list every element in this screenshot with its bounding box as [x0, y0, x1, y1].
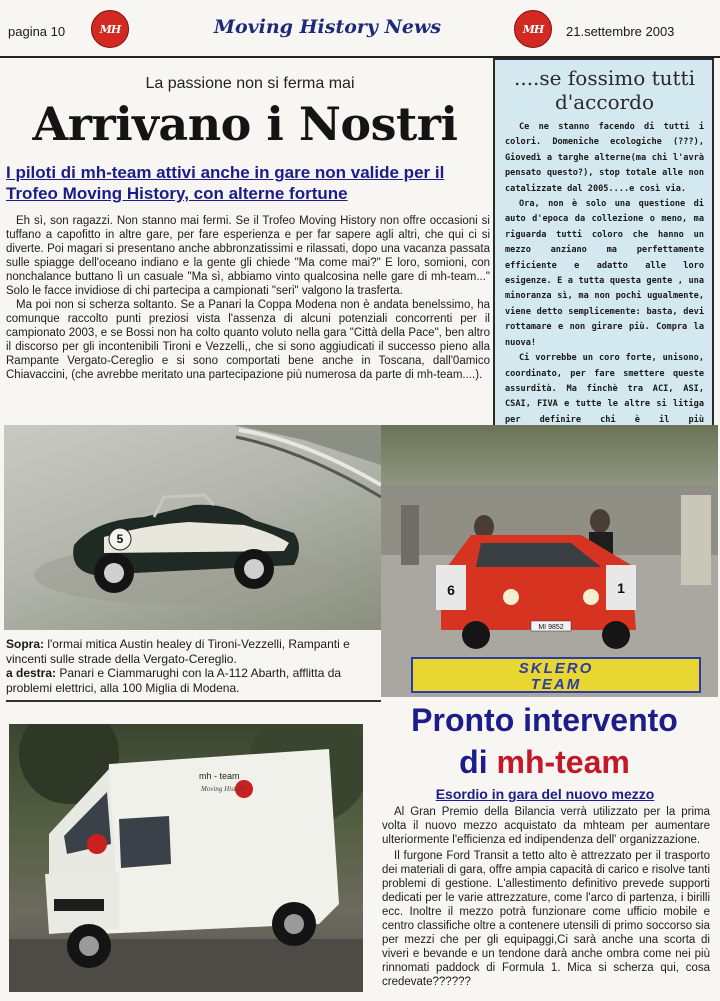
issue-date: 21.settembre 2003: [566, 24, 675, 39]
article-subhead: I piloti di mh-team attivi anche in gare non valide per il Trofeo Moving History, con alterne fortune: [6, 163, 445, 203]
sidebar-paragraph: Ce ne stanno facendo di tutti i colori. Domeniche ecologiche (???), Giovedì a targhe alterne(ma chi l'avrà pensato questo?), stop totale alle non catalizzate dal 2005....e così via.: [505, 122, 704, 194]
van-label: mh - team: [199, 771, 240, 781]
sklero-team-banner: [411, 657, 701, 693]
austin-healey-photo: [4, 425, 381, 630]
sidebar-title: ....se fossimo tutti d'accordo: [513, 66, 695, 114]
masthead-title: Moving History News: [213, 16, 442, 38]
caption-label: Sopra:: [6, 637, 45, 651]
photo-caption: [6, 637, 380, 695]
headline-accent: mh-team: [496, 744, 630, 780]
license-plate: MI 9852: [538, 624, 564, 631]
caption-text: l'ormai mitica Austin healey di Tironi-Vezzelli, Rampanti e vincenti sulle strade della Vergato-Cereglio.: [6, 637, 350, 666]
van-sublabel: Moving History: [201, 785, 246, 793]
page-number: pagina 10: [8, 24, 66, 39]
bottom-headline-line1: Pronto intervento: [411, 702, 678, 738]
caption-text: Panari e Ciammarughi con la A-112 Abarth, afflitta da problemi elettrici, alla 100 Miglia di Modena.: [6, 666, 342, 695]
race-number: 5: [116, 532, 124, 546]
article-headline: Arrivano i Nostri: [32, 97, 458, 151]
article-paragraph: Eh sì, son ragazzi. Non stanno mai fermi. Se il Trofeo Moving History non offre occasioni si tuffano a capofitto in altre gare, per fare esperienza e per far sapere agli altri, che qui ci si diverte. Poi magari si presentano anche abbronzatissimi e rilassati, dopo una vacanza passata sulle spiagge dell'oceano indiano e la gente gli chiede "Ma come mai?" E loro, somioni, con nonchalance buttano lì un casuale "Ma sì, abbiamo vinto qualcosina nelle gare di mh-team..." Solo le facce invidiose di chi partecipa a campionati "seri" valgono la trasferta.: [6, 215, 490, 297]
bottom-subhead: Esordio in gara del nuovo mezzo: [435, 786, 655, 802]
mh-logo-right: [514, 10, 552, 48]
banner-line: TEAM: [530, 676, 582, 693]
logo-text: MH: [99, 22, 121, 36]
headline-prefix: di: [459, 744, 488, 780]
article-kicker: La passione non si ferma mai: [145, 75, 355, 92]
caption-label: a destra:: [6, 666, 57, 681]
abarth-photo: [381, 425, 718, 697]
article-body: [6, 214, 490, 382]
logo-text: MH: [522, 22, 544, 36]
ford-transit-illustration: [9, 724, 363, 992]
mh-logo-left: [91, 10, 129, 48]
article-paragraph: Ma poi non si scherza soltanto. Se a Panari la Coppa Modena non è andata benelssimo, ha comunque raccolto punti preziosi vista l'assenza di alcuni potenziali concorrenti per il campionato 2003, e se Bossi non ha colto quanto voluto nella gara "Città della Pace", ben altro il discorso per gli incontenibili Tironi e Vezzelli,, che si sono aggiudicati il successo pieno alla Rampante Vergato-Cereglio e si sono comportati bene anche in Toscana, dall'0amico Chiavaccini, (che avrebbe meritato una partecipazione più numerosa da parte di mh-team....).: [6, 299, 490, 381]
bottom-article-body: [382, 805, 710, 991]
banner-line: SKLERO: [518, 660, 594, 677]
editorial-sidebar: [493, 58, 714, 486]
race-number-right: 1: [617, 580, 625, 596]
bottom-paragraph: Al Gran Premio della Bilancia verrà utilizzato per la prima volta il nuovo mezzo acquistato da mhteam per aumentare ulteriormente l'efficienza ed indipendenza dell' organizzazione.: [382, 806, 710, 846]
sidebar-paragraph: Ci vorrebbe un coro forte, unisono, coordinato, per fare smettere queste assurdità. Ma finchè tra ACI, ASI, CSAI, FIVA e tutte le altre si litiga per definire chi è il più: [505, 353, 704, 425]
bottom-headline-line2: [372, 744, 717, 781]
bottom-paragraph: Il furgone Ford Transit a tetto alto è attrezzato per il trasporto dei materiali di gara, offre ampia capacità di carico e risolve tanti problemi di gestione. L'allestimento definitivo prevede supporti dedicati per le varie attrezzature, come l'arco di partenza, i birilli ecc. Inoltre il mezzo potrà funzionare come ufficio mobile e centro classifiche oltre a contenere utensili di primo soccorso sia per mezzi che per gli equipaggi,Ci sarà anche una scorta di viveri e bevande e un tendone darà anche ombra come nei più rinnomati paddock di Formula 1. Mica si scherza qui, cosa credevate??????: [382, 850, 710, 988]
sidebar-paragraph: Ora, non è solo una questione di auto d'epoca da collezione o meno, ma riguarda tutti coloro che hanno un mezzo anziano ma perfettamente efficiente e adatto alle loro esigenze. E a tutta questa gente , una minoranza sì, ma non pochi ugualmente, viene detto semplicemente: basta, devi rottamare e non girare più. Compra la nuova!: [505, 199, 704, 348]
austin-healey-illustration: [4, 425, 381, 630]
race-number-left: 6: [447, 582, 455, 598]
section-divider: [6, 700, 381, 702]
ford-transit-photo: [9, 724, 363, 992]
